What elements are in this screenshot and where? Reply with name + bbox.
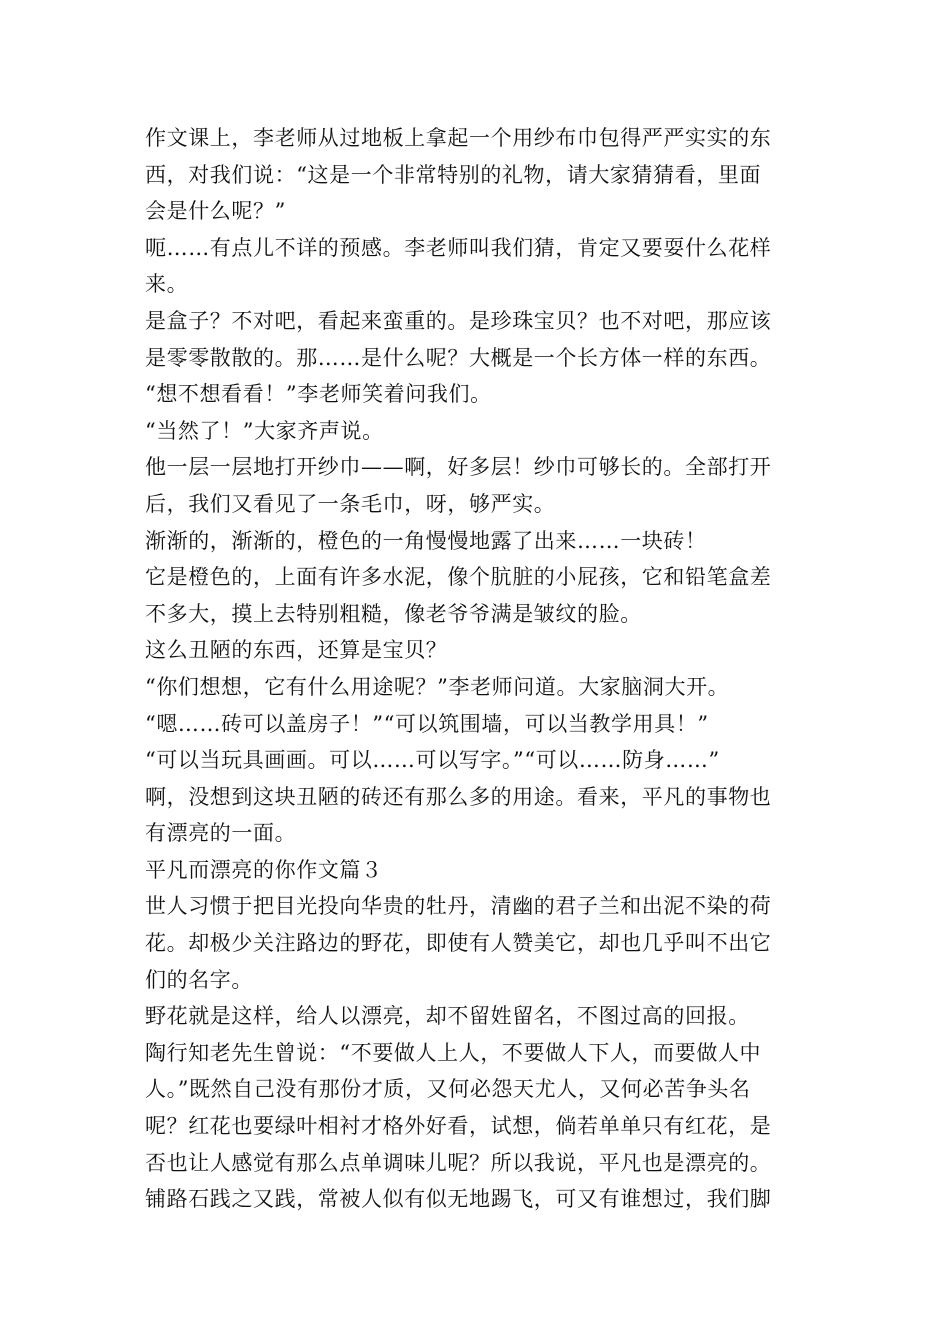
text-line: 后，我们又看见了一条毛巾，呀，够严实。 [145, 491, 556, 516]
text-line: 他一层一层地打开纱巾——啊，好多层！纱巾可够长的。全部打开 [145, 455, 772, 480]
text-line: 铺路石践之又践，常被人似有似无地踢飞，可又有谁想过，我们脚 [145, 1187, 772, 1212]
text-line: 作文课上，李老师从过地板上拿起一个用纱布巾包得严严实实的东 [145, 126, 772, 150]
text-line: 它是橙色的，上面有许多水泥，像个肮脏的小屁孩，它和铅笔盒差 [145, 565, 772, 590]
text-line: 是盒子？不对吧，看起来蛮重的。是珍珠宝贝？也不对吧，那应该 [145, 308, 772, 333]
text-line: 会是什么呢？” [145, 199, 286, 224]
text-line: 来。 [145, 272, 189, 297]
text-line: 这么丑陋的东西，还算是宝贝？ [145, 638, 448, 663]
text-line: “你们想想，它有什么用途呢？”李老师问道。大家脑洞大开。 [145, 674, 730, 699]
text-line: “嗯……砖可以盖房子！”“可以筑围墙，可以当教学用具！” [145, 711, 709, 736]
text-line: 啊，没想到这块丑陋的砖还有那么多的用途。看来，平凡的事物也 [145, 784, 772, 809]
text-line: 陶行知老先生曾说：“不要做人上人，不要做人下人，而要做人中 [145, 1040, 762, 1065]
text-line: 人。”既然自己没有那份才质，又何必怨天尤人，又何必苦争头名 [145, 1077, 751, 1102]
text-line: 渐渐的，渐渐的，橙色的一角慢慢地露了出来……一块砖！ [145, 528, 707, 553]
essay-body [145, 120, 810, 1218]
text-line: 呃……有点儿不详的预感。李老师叫我们猜，肯定又要耍什么花样 [145, 235, 772, 260]
text-line: 是零零散散的。那……是什么呢？大概是一个长方体一样的东西。 [145, 345, 772, 370]
text-line: 不多大，摸上去特别粗糙，像老爷爷满是皱纹的脸。 [145, 601, 642, 626]
section-heading: 平凡而漂亮的你作文篇３ [145, 857, 383, 882]
text-line: “可以当玩具画画。可以……可以写字。”“可以……防身……” [145, 748, 720, 773]
text-line: 呢？红花也要绿叶相衬才格外好看，试想，倘若单单只有红花，是 [145, 1114, 772, 1139]
text-line: 花。却极少关注路边的野花，即使有人赞美它，却也几乎叫不出它 [145, 931, 772, 956]
text-line: “想不想看看！”李老师笑着问我们。 [145, 382, 492, 407]
text-line: 有漂亮的一面。 [145, 821, 297, 846]
text-line: “当然了！”大家齐声说。 [145, 418, 384, 443]
text-line: 世人习惯于把目光投向华贵的牡丹，清幽的君子兰和出泥不染的荷 [145, 894, 772, 919]
text-line: 否也让人感觉有那么点单调味儿呢？所以我说，平凡也是漂亮的。 [145, 1150, 772, 1175]
text-line: 野花就是这样，给人以漂亮，却不留姓留名，不图过高的回报。 [145, 1004, 750, 1029]
text-line: 们的名字。 [145, 967, 253, 992]
text-line: 西，对我们说：“这是一个非常特别的礼物，请大家猜猜看，里面 [145, 162, 762, 187]
